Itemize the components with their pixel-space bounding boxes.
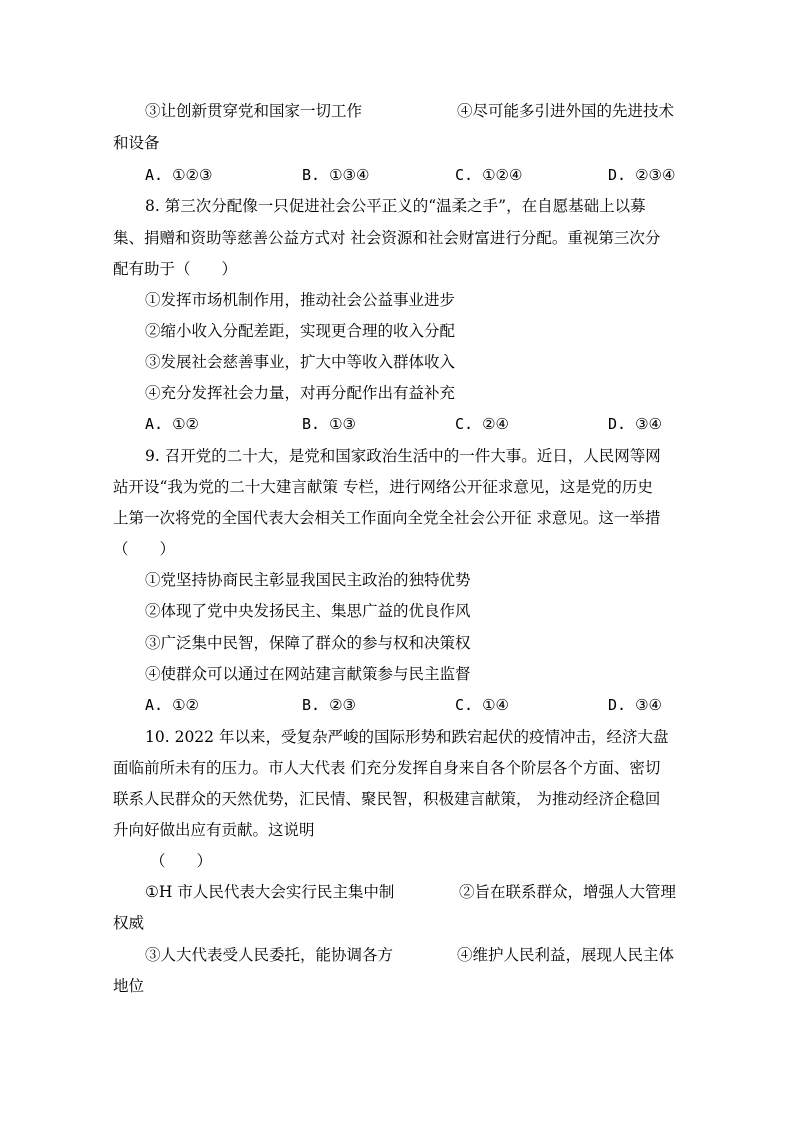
q9-option-d: D. ③④: [608, 696, 662, 714]
q9-item-4: ④使群众可以通过在网站建言献策参与民主监督: [145, 665, 471, 683]
q10-answer-parentheses: （ ）: [150, 852, 213, 870]
q7-item-3: ③让创新贯穿党和国家一切工作: [145, 102, 363, 120]
q8-option-d: D. ③④: [608, 415, 662, 433]
q10-stem-line-3: 联系人民群众的天然优势，汇民情、聚民智，积极建言献策， 为推动经济企稳回: [113, 790, 661, 808]
q8-stem-line-2: 集、捐赠和资助等慈善公益方式对 社会资源和社会财富进行分配。重视第三次分: [113, 229, 661, 247]
q9-stem-line-1: 9. 召开党的二十大，是党和国家政治生活中的一件大事。近日，人民网等网: [145, 447, 661, 465]
q9-option-c: C. ①④: [455, 696, 509, 714]
q9-stem-line-3: 上第一次将党的全国代表大会相关工作面向全党全社会公开征 求意见。这一举措: [113, 509, 661, 527]
q7-item-4-continued: 和设备: [113, 134, 160, 152]
q8-option-a: A. ①②: [145, 415, 199, 433]
q9-item-1: ①党坚持协商民主彰显我国民主政治的独特优势: [145, 571, 471, 589]
q10-item-4: ④维护人民利益，展现人民主体: [457, 946, 675, 964]
q7-option-d: D. ②③④: [608, 166, 676, 184]
q10-stem-line-4: 升向好做出应有贡献。这说明: [113, 821, 315, 839]
q7-option-b: B. ①③④: [302, 166, 370, 184]
q8-option-c: C. ②④: [455, 415, 509, 433]
q10-item-2-continued: 权威: [113, 914, 145, 932]
q8-stem-line-1: 8. 第三次分配像一只促进社会公平正义的“温柔之手”，在自愿基础上以募: [145, 197, 646, 215]
q10-item-1: ①H 市人民代表大会实行民主集中制: [145, 883, 395, 901]
q10-stem-line-1: 10. 2022 年以来，受复杂严峻的国际形势和跌宕起伏的疫情冲击，经济大盘: [145, 728, 669, 746]
q9-option-b: B. ②③: [302, 696, 356, 714]
q10-item-4-continued: 地位: [113, 977, 145, 995]
q8-stem-line-3: 配有助于（ ）: [113, 260, 238, 278]
q10-stem-line-2: 面临前所未有的压力。市人大代表 们充分发挥自身来自各个阶层各个方面、密切: [113, 759, 661, 777]
q9-item-2: ②体现了党中央发扬民主、集思广益的优良作风: [145, 602, 471, 620]
q10-item-2: ②旨在联系群众，增强人大管理: [459, 883, 677, 901]
q8-item-1: ①发挥市场机制作用，推动社会公益事业进步: [145, 291, 456, 309]
q9-stem-line-2: 站开设“我为党的二十大建言献策 专栏，进行网络公开征求意见，这是党的历史: [113, 478, 653, 496]
q7-item-4: ④尽可能多引进外国的先进技术: [457, 102, 675, 120]
q8-option-b: B. ①③: [302, 415, 356, 433]
q9-stem-line-4: （ ）: [113, 540, 176, 558]
q8-item-4: ④充分发挥社会力量，对再分配作出有益补充: [145, 384, 456, 402]
q10-item-3: ③人大代表受人民委托，能协调各方: [145, 946, 394, 964]
q9-option-a: A. ①②: [145, 696, 199, 714]
q7-option-c: C. ①②④: [455, 166, 523, 184]
q9-item-3: ③广泛集中民智，保障了群众的参与权和决策权: [145, 634, 471, 652]
q8-item-3: ③发展社会慈善事业，扩大中等收入群体收入: [145, 353, 456, 371]
q7-option-a: A. ①②③: [145, 166, 213, 184]
q8-item-2: ②缩小收入分配差距，实现更合理的收入分配: [145, 322, 456, 340]
